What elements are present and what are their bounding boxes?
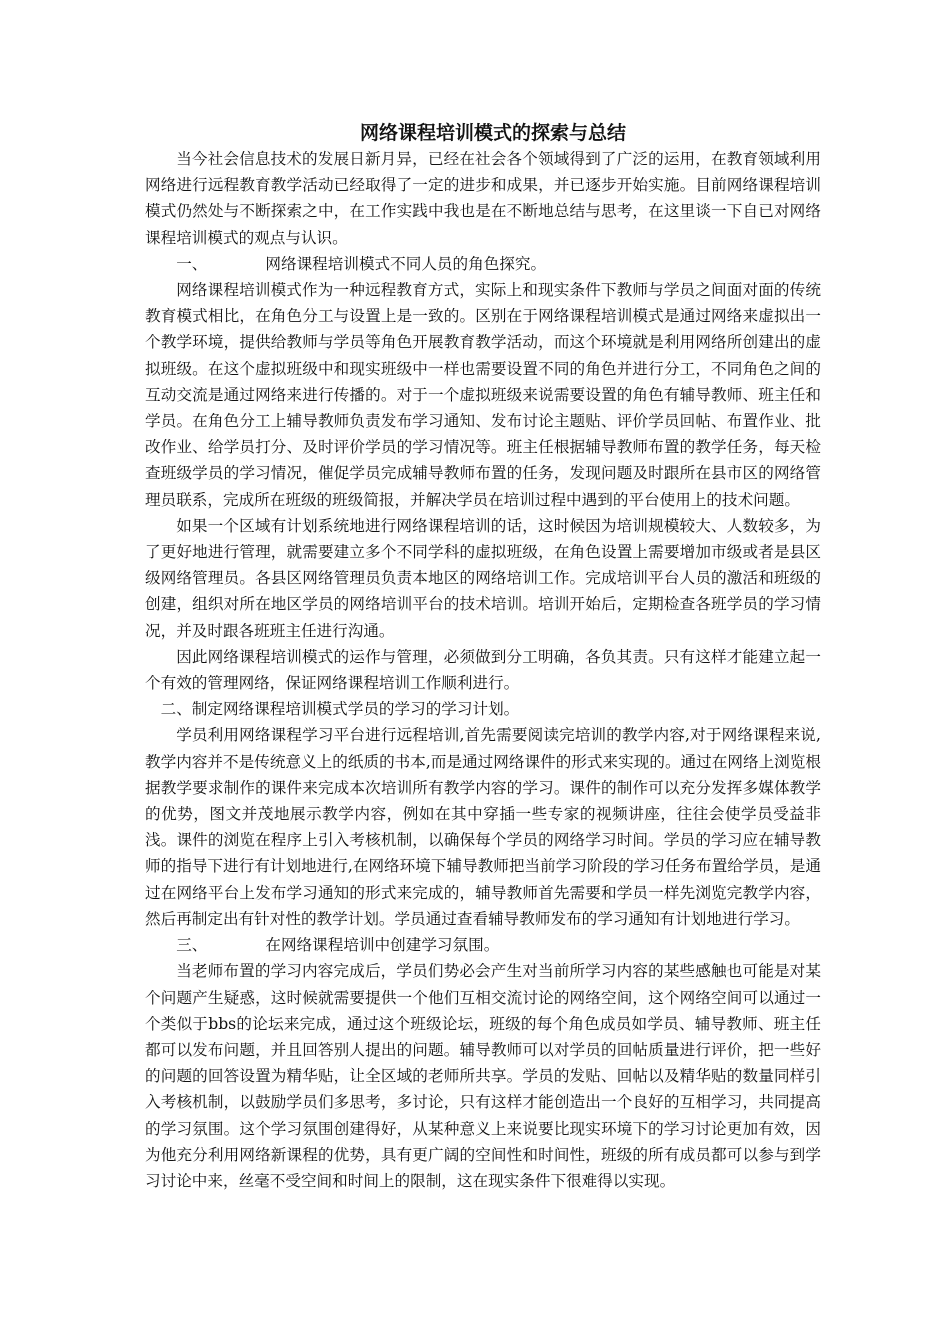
section-1-paragraph-1: 网络课程培训模式作为一种远程教育方式，实际上和现实条件下教师与学员之间面对面的传统教育模式相比，在角色分工与设置上是一致的。区别在于网络课程培训模式是通过网络来虚拟出一个教学环境，提供给教师与学员等角色开展教育教学活动，而这个环境就是利用网络所创建出的虚拟班级。在这个虚拟班级中和现实班级中一样也需要设置不同的角色并进行分工，不同角色之间的互动交流是通过网络来进行传播的。对于一个虚拟班级来说需要设置的角色有辅导教师、班主任和学员。在角色分工上辅导教师负责发布学习通知、发布讨论主题贴、评价学员回帖、布置作业、批改作业、给学员打分、及时评价学员的学习情况等。班主任根据辅导教师布置的教学任务，每天检查班级学员的学习情况，催促学员完成辅导教师布置的任务，发现问题及时跟所在县市区的网络管理员联系，完成所在班级的班级简报，并解决学员在培训过程中遇到的平台使用上的技术问题。 bbox=[145, 281, 821, 509]
section-1-number: 一、 bbox=[176, 254, 208, 273]
section-1-paragraph-3: 因此网络课程培训模式的运作与管理，必须做到分工明确，各负其责。只有这样才能建立起一个有效的管理网络，保证网络课程培训工作顺利进行。 bbox=[145, 647, 821, 693]
intro-paragraph: 当今社会信息技术的发展日新月异，已经在社会各个领域得到了广泛的运用，在教育领域利用网络进行远程教育教学活动已经取得了一定的进步和成果，并已逐步开始实施。目前网络课程培训模式仍然处与不断探索之中，在工作实践中我也是在不断地总结与思考，在这里谈一下自已对网络课程培训模式的观点与认识。 bbox=[145, 150, 821, 247]
section-1-paragraph-2: 如果一个区域有计划系统地进行网络课程培训的话，这时候因为培训规模较大、人数较多，为了更好地进行管理，就需要建立多个不同学科的虚拟班级，在角色设置上需要增加市级或者是县区级网络管理员。各县区网络管理员负责本地区的网络培训工作。完成培训平台人员的激活和班级的创建，组织对所在地区学员的网络培训平台的技术培训。培训开始后，定期检查各班学员的学习情况，并及时跟各班班主任进行沟通。 bbox=[145, 516, 821, 640]
section-3-heading-text: 在网络课程培训中创建学习氛围。 bbox=[265, 936, 500, 955]
document-page bbox=[145, 120, 821, 1194]
section-1-heading-text: 网络课程培训模式不同人员的角色探究。 bbox=[265, 254, 547, 273]
section-2-heading: 二、制定网络课程培训模式学员的学习的学习计划。 bbox=[160, 700, 520, 719]
document-title: 网络课程培训模式的探索与总结 bbox=[359, 122, 626, 144]
section-1-heading bbox=[145, 251, 821, 277]
section-3-paragraph-1: 当老师布置的学习内容完成后，学员们势必会产生对当前所学习内容的某些感触也可能是对某个问题产生疑惑，这时候就需要提供一个他们互相交流讨论的网络空间，这个网络空间可以通过一个类似于bbs的论坛来完成，通过这个班级论坛，班级的每个角色成员如学员、辅导教师、班主任都可以发布问题，并且回答别人提出的问题。辅导教师可以对学员的回帖质量进行评价，把一些好的问题的回答设置为精华贴，让全区域的老师所共享。学员的发贴、回帖以及精华贴的数量同样引入考核机制，以鼓励学员们多思考，多讨论，只有这样才能创造出一个良好的互相学习，共同提高的学习氛围。这个学习氛围创建得好，从某种意义上来说要比现实环境下的学习讨论更加有效，因为他充分利用网络新课程的优势，具有更广阔的空间性和时间性，班级的所有成员都可以参与到学习讨论中来，丝毫不受空间和时间上的限制，这在现实条件下很难得以实现。 bbox=[145, 962, 821, 1190]
section-3-number: 三、 bbox=[176, 936, 208, 955]
section-3-heading bbox=[145, 932, 821, 958]
section-2-paragraph-1: 学员利用网络课程学习平台进行远程培训,首先需要阅读完培训的教学内容,对于网络课程来说,教学内容并不是传统意义上的纸质的书本,而是通过网络课件的形式来实现的。通过在网络上浏览根据教学要求制作的课件来完成本次培训所有教学内容的学习。课件的制作可以充分发挥多媒体教学的优势，图文并茂地展示教学内容，例如在其中穿插一些专家的视频讲座，往往会使学员受益非浅。课件的浏览在程序上引入考核机制，以确保每个学员的网络学习时间。学员的学习应在辅导教师的指导下进行有计划地进行,在网络环境下辅导教师把当前学习阶段的学习任务布置给学员，是通过在网络平台上发布学习通知的形式来完成的，辅导教师首先需要和学员一样先浏览完教学内容，然后再制定出有针对性的教学计划。学员通过查看辅导教师发布的学习通知有计划地进行学习。 bbox=[145, 726, 821, 928]
